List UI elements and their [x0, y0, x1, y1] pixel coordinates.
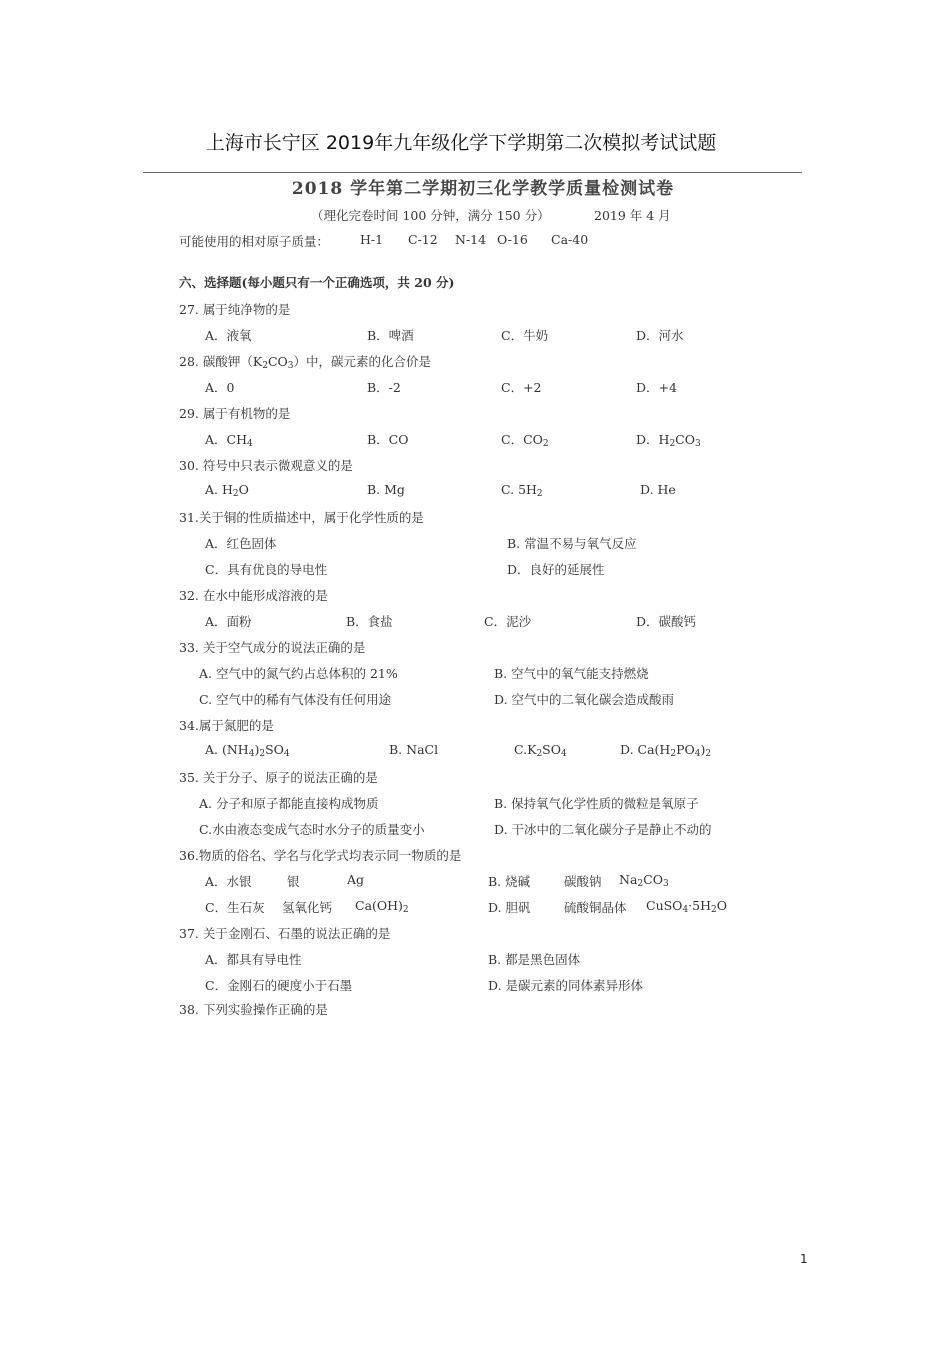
q33-stem: 33. 关于空气成分的说法正确的是 [179, 640, 366, 655]
q27-option-a: A．液氧 [205, 328, 252, 343]
q36-option-c-label: C．生石灰 [205, 900, 265, 915]
q27-option-d: D．河水 [636, 328, 684, 343]
q32-stem: 32. 在水中能形成溶液的是 [179, 588, 328, 603]
q30-option-d: D. He [640, 482, 676, 497]
q30-stem: 30. 符号中只表示微观意义的是 [179, 458, 353, 473]
q28-option-a: A．0 [205, 380, 235, 395]
q34-option-b: B. NaCl [389, 742, 439, 757]
q31-option-b: B. 常温不易与氧气反应 [507, 536, 637, 551]
section-heading: 六、选择题(每小题只有一个正确选项，共 20 分) [179, 275, 455, 290]
q36-stem: 36.物质的俗名、学名与化学式均表示同一物质的是 [179, 848, 462, 863]
q36-option-c-formula: $Ca(OH)_2$ [355, 898, 409, 915]
page-number: 1 [800, 1252, 808, 1266]
q28-option-b: B．-2 [367, 380, 401, 395]
q27-option-c: C．牛奶 [501, 328, 549, 343]
q33-option-b: B. 空气中的氧气能支持燃烧 [494, 666, 649, 681]
q35-option-c: C.水由液态变成气态时水分子的质量变小 [199, 822, 425, 837]
q36-option-b-formula: $Na_2CO_3$ [619, 872, 669, 889]
q36-option-b-label: B. 烧碱 [488, 874, 531, 889]
q28-option-c: C．+2 [501, 380, 542, 395]
q36-option-d-label: D. 胆矾 [488, 900, 531, 915]
q36-option-a-name: 银 [287, 874, 300, 889]
q34-option-c: $C.K_2SO_4$ [514, 742, 567, 759]
q30-option-c: C. $5H_2$ [501, 482, 543, 499]
q34-option-d: D. $Ca(H_2PO_4)_2$ [620, 742, 712, 759]
q36-option-d-name: 硫酸铜晶体 [564, 900, 627, 915]
q30-option-b: B. Mg [367, 482, 405, 497]
q32-option-d: D．碳酸钙 [636, 614, 697, 629]
q37-option-c: C．金刚石的硬度小于石墨 [205, 978, 353, 993]
q27-option-b: B．啤酒 [367, 328, 414, 343]
q32-option-a: A．面粉 [205, 614, 252, 629]
header-rule [143, 172, 802, 173]
q31-option-d: D．良好的延展性 [507, 562, 605, 577]
q37-option-a: A．都具有导电性 [205, 952, 302, 967]
q36-option-a-formula: Ag [347, 872, 365, 887]
q29-option-b: B．CO [367, 432, 409, 447]
q29-stem: 29. 属于有机物的是 [179, 406, 291, 421]
q31-option-c: C．具有优良的导电性 [205, 562, 328, 577]
q36-option-c-name: 氢氧化钙 [282, 900, 333, 915]
q34-stem: 34.属于氮肥的是 [179, 718, 274, 733]
q32-option-b: B．食盐 [346, 614, 393, 629]
exam-date: 2019 年 4 月 [594, 208, 671, 223]
q32-option-c: C．泥沙 [484, 614, 532, 629]
q33-option-a: A. 空气中的氮气约占总体积的 21% [199, 666, 398, 681]
q31-option-a: A．红色固体 [205, 536, 277, 551]
q35-option-d: D. 干冰中的二氧化碳分子是静止不动的 [494, 822, 712, 837]
q28-stem: 28. 碳酸钾$(K_2CO_3)$中，碳元素的化合价是 [179, 354, 431, 371]
q36-option-b-name: 碳酸钠 [564, 874, 602, 889]
q37-option-b: B. 都是黑色固体 [488, 952, 581, 967]
atomic-mass-ca: Ca-40 [551, 232, 589, 247]
exam-duration: （理化完卷时间 100 分钟，满分 150 分） [311, 208, 550, 223]
q29-option-c: C．$CO_2$ [501, 432, 549, 449]
q37-stem: 37. 关于金刚石、石墨的说法正确的是 [179, 926, 391, 941]
exam-title: 2018 学年第二学期初三化学教学质量检测试卷 [291, 179, 675, 199]
q35-stem: 35. 关于分子、原子的说法正确的是 [179, 770, 378, 785]
q29-option-d: D．$H_2CO_3$ [636, 432, 701, 449]
atomic-mass-label: 可能使用的相对原子质量： [179, 234, 330, 249]
q27-stem: 27. 属于纯净物的是 [179, 302, 291, 317]
document-title: 上海市长宁区 2019年九年级化学下学期第二次模拟考试试题 [205, 132, 717, 154]
q36-option-a-label: A．水银 [205, 874, 252, 889]
atomic-mass-n: N-14 [455, 232, 487, 247]
atomic-mass-o: O-16 [497, 232, 528, 247]
q33-option-c: C. 空气中的稀有气体没有任何用途 [199, 692, 392, 707]
q38-stem: 38. 下列实验操作正确的是 [179, 1002, 328, 1017]
q36-option-d-formula: $CuSO_4\cdot 5H_2O$ [646, 898, 727, 915]
q35-option-a: A. 分子和原子都能直接构成物质 [199, 796, 379, 811]
q29-option-a: A．$CH_4$ [205, 432, 253, 449]
q28-option-d: D．+4 [636, 380, 677, 395]
atomic-mass-c: C-12 [408, 232, 438, 247]
q33-option-d: D. 空气中的二氧化碳会造成酸雨 [494, 692, 675, 707]
scanned-exam-page [143, 168, 803, 1028]
q37-option-d: D. 是碳元素的同体素异形体 [488, 978, 644, 993]
q35-option-b: B. 保持氧气化学性质的微粒是氧原子 [494, 796, 699, 811]
atomic-mass-h: H-1 [360, 232, 384, 247]
q30-option-a: A. $H_2O$ [205, 482, 249, 499]
q31-stem: 31.关于铜的性质描述中，属于化学性质的是 [179, 510, 424, 525]
q34-option-a: A. $(NH_4)_2SO_4$ [205, 742, 290, 759]
